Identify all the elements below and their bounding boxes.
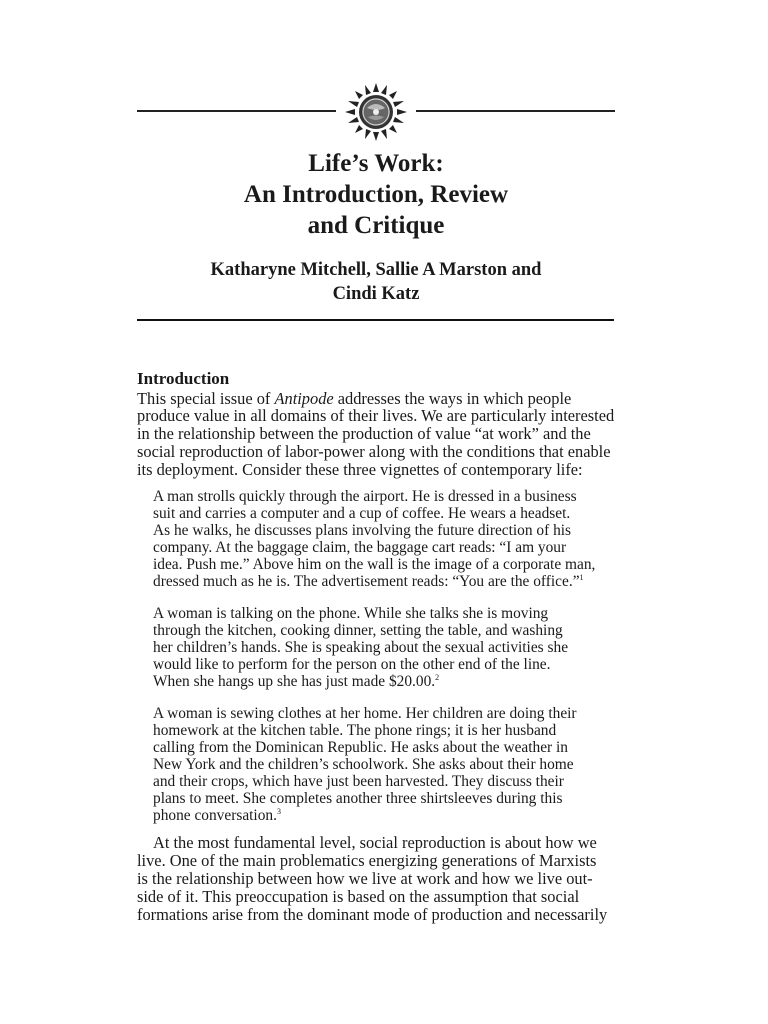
vignette-line bbox=[153, 807, 281, 825]
author-line: Cindi Katz bbox=[332, 284, 420, 304]
header-rule bbox=[137, 319, 614, 321]
paragraph-line: formations arise from the dominant mode of production and necessarily bbox=[137, 905, 608, 924]
footnote-ref: 2 bbox=[435, 673, 440, 682]
vignette-line: suit and carries a computer and a cup of coffee. He wears a headset. bbox=[153, 505, 571, 522]
vignette-line: and their crops, which have just been harvested. They discuss their bbox=[153, 773, 564, 790]
section-heading: Introduction bbox=[137, 369, 230, 388]
text-run: addresses the ways in which people bbox=[333, 389, 572, 408]
vignette-line: New York and the children’s schoolwork. She asks about their home bbox=[153, 756, 574, 773]
vignette-line: A woman is talking on the phone. While she talks she is moving bbox=[153, 605, 549, 622]
ornament-rule-left bbox=[137, 110, 336, 112]
vignette-line: her children’s hands. She is speaking about the sexual activities she bbox=[153, 639, 569, 656]
text-run: dressed much as he is. The advertisement reads: “You are the office.” bbox=[153, 573, 580, 590]
vignette-line: calling from the Dominican Republic. He asks about the weather in bbox=[153, 739, 568, 756]
vignette-line bbox=[153, 673, 439, 691]
vignette-line: idea. Push me.” Above him on the wall is the image of a corporate man, bbox=[153, 556, 596, 573]
vignette-line: A man strolls quickly through the airport. He is dressed in a business bbox=[153, 488, 577, 505]
vignette-line: would like to perform for the person on the other end of the line. bbox=[153, 656, 551, 673]
paragraph-line: its deployment. Consider these three vignettes of contemporary life: bbox=[137, 460, 583, 479]
footnote-ref: 3 bbox=[276, 807, 281, 816]
paragraph-line: in the relationship between the production of value “at work” and the bbox=[137, 424, 591, 443]
vignette-line: As he walks, he discusses plans involving the future direction of his bbox=[153, 522, 572, 539]
paragraph-line: is the relationship between how we live at work and how we live out- bbox=[137, 869, 593, 888]
author-line: Katharyne Mitchell, Sallie A Marston and bbox=[210, 260, 542, 280]
vignette-line: plans to meet. She completes another three shirtsleeves during this bbox=[153, 790, 563, 807]
author-list bbox=[137, 258, 615, 306]
vignette-line: company. At the baggage claim, the baggage cart reads: “I am your bbox=[153, 539, 567, 556]
vignette-line: A woman is sewing clothes at her home. Her children are doing their bbox=[153, 705, 577, 722]
paragraph-line: produce value in all domains of their lives. We are particularly interested bbox=[137, 406, 615, 425]
text-run: phone conversation. bbox=[153, 807, 277, 824]
sun-emblem-icon bbox=[344, 82, 408, 142]
paragraph-line: live. One of the main problematics energizing generations of Marxists bbox=[137, 851, 597, 870]
header-ornament bbox=[137, 78, 615, 144]
vignette-line: homework at the kitchen table. The phone rings; it is her husband bbox=[153, 722, 557, 739]
article-title bbox=[137, 148, 615, 241]
paragraph-line: At the most fundamental level, social reproduction is about how we bbox=[153, 833, 597, 852]
journal-name: Antipode bbox=[274, 389, 334, 408]
text-run: This special issue of bbox=[137, 389, 275, 408]
footnote-ref: 1 bbox=[579, 573, 584, 582]
vignette-line bbox=[153, 573, 584, 591]
vignette-line: through the kitchen, cooking dinner, setting the table, and washing bbox=[153, 622, 563, 639]
paragraph-line: social reproduction of labor-power along with the conditions that enable bbox=[137, 442, 611, 461]
title-line: and Critique bbox=[307, 212, 445, 239]
title-line: An Introduction, Review bbox=[243, 181, 509, 208]
ornament-rule-right bbox=[416, 110, 615, 112]
title-line: Life’s Work: bbox=[308, 150, 444, 177]
paragraph-line: side of it. This preoccupation is based on the assumption that social bbox=[137, 887, 580, 906]
text-run: When she hangs up she has just made $20.00. bbox=[153, 673, 436, 690]
